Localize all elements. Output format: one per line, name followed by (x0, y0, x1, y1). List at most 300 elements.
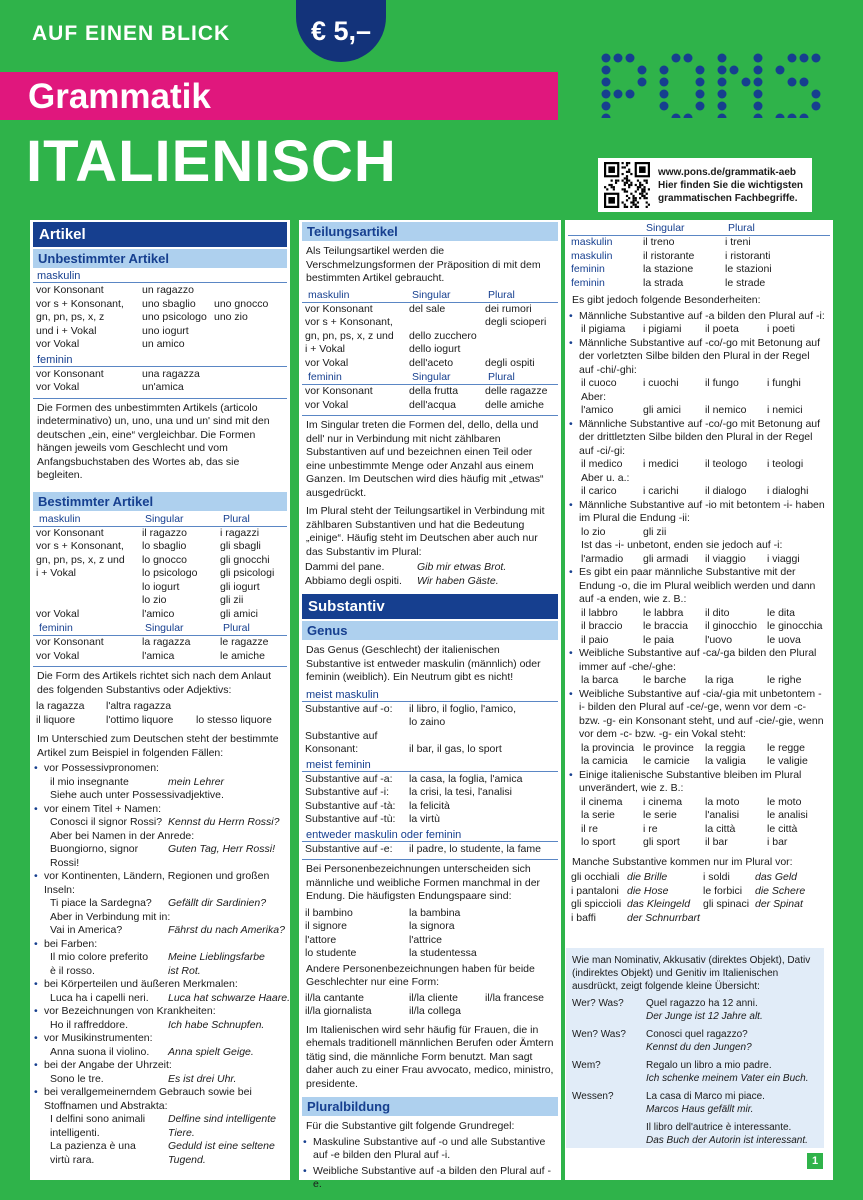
person-common-row (299, 1005, 561, 1019)
use-case-example (30, 992, 290, 1006)
qr-module (611, 184, 613, 186)
qr-module (643, 186, 645, 188)
qr-code-icon (604, 162, 650, 208)
person-common-row (299, 992, 561, 1006)
person-row-cell: lo studente (305, 947, 357, 959)
qr-module (630, 182, 632, 184)
person-row-cell: la signora (409, 920, 455, 932)
special-cell: le analisi (767, 809, 808, 821)
person-common-row-cell: il/la collega (409, 1005, 461, 1017)
qr-module (646, 201, 648, 203)
logo-dot (614, 54, 623, 63)
qr-module (641, 188, 643, 190)
section-artikel: Artikel (33, 222, 287, 247)
logo-dot (718, 78, 727, 87)
best-row (30, 608, 290, 622)
special-cell: la valigia (705, 755, 746, 767)
qr-module (632, 195, 634, 197)
plural-only-table (565, 871, 833, 925)
plural-only-row (565, 871, 833, 885)
unbest-row-cell: und i + Vokal (36, 324, 97, 337)
plural-only-row-cell: die Hose (627, 884, 669, 897)
qr-module (630, 193, 632, 195)
plural-row (565, 250, 833, 264)
genus-m-row-cell: il libro, il foglio, l'amico, (409, 702, 517, 715)
plural-only-row-cell: die Schere (755, 884, 806, 897)
special-example (565, 607, 833, 621)
special-cell: il fungo (705, 377, 739, 389)
qr-module (622, 162, 624, 164)
use-case-note: Siehe auch unter Possessivadjektive. (50, 789, 224, 801)
special-cell: i teologi (767, 458, 804, 470)
best-fem-row (30, 636, 290, 650)
genus-m-row-cell: Substantive auf -o: (305, 702, 393, 715)
price-badge: € 5,– (296, 0, 386, 62)
unbest-row (30, 338, 290, 352)
special-example (565, 634, 833, 648)
special-cell: le città (767, 822, 798, 835)
logo-dot (602, 114, 611, 119)
plural-special-cases (565, 310, 833, 850)
qr-module (646, 180, 648, 182)
plural-row-cell: i ristoranti (725, 249, 771, 262)
qr-module (643, 197, 645, 199)
plural-rule-2: • Weibliche Substantive auf -a bilden den Plural auf -e. (299, 1165, 561, 1194)
example-it: il mio insegnante (50, 775, 129, 788)
best-row-cell: lo psicologo (142, 567, 198, 579)
example-it: Anna suona il violino. (50, 1045, 150, 1058)
person-row (299, 907, 561, 921)
genus-m-row-cell (305, 716, 409, 730)
use-case-heading: • bei Farben: (30, 938, 290, 952)
qr-module (628, 180, 630, 182)
teil-row-cell: del sale (409, 302, 446, 315)
special-cell: la moto (705, 795, 740, 808)
qr-module (626, 195, 628, 197)
genus-f-row (299, 773, 561, 787)
anlaut-examples (30, 700, 290, 727)
example-de: Geduld ist eine seltene (168, 1140, 275, 1152)
special-example (565, 377, 833, 391)
p-h-p: Plural (728, 222, 755, 234)
qr-module (611, 186, 613, 188)
web-url[interactable]: www.pons.de/grammatik-aeb (658, 166, 796, 178)
person-row (299, 934, 561, 948)
special-cell: il dialogo (705, 485, 747, 497)
teil-fem-row-cell: delle amiche (485, 398, 544, 411)
case-de: Marcos Haus gefällt mir. (646, 1104, 754, 1115)
teil-row-cell (485, 330, 555, 344)
use-case-heading: • bei der Angabe der Uhrzeit: (30, 1059, 290, 1073)
special-cell: i re (643, 822, 658, 835)
logo-dot (754, 90, 763, 99)
logo-dot (754, 54, 763, 63)
special-cell: le righe (767, 674, 802, 686)
plural-row-cell: le stazioni (725, 263, 772, 275)
special-cell: le ginocchia (767, 620, 823, 632)
plural-row-cell: i treni (725, 236, 751, 248)
special-cell: le serie (643, 809, 677, 821)
qr-module (624, 190, 626, 192)
genus-f-row-cell: la virtù (409, 813, 440, 825)
genus-m-row-cell: Substantive auf (305, 729, 378, 742)
teil-row (299, 330, 561, 344)
genus-f-row-cell: Substantive auf -tà: (305, 799, 396, 812)
plural-only-row-cell: gli spinaci (703, 898, 750, 910)
logo-dot (696, 90, 705, 99)
special-rule: • Männliche Substantive auf -io mit betontem -i- haben im Plural die Endung -ii: (565, 499, 833, 526)
unbest-fem-row-cell: un'amica (142, 381, 184, 393)
best-row (30, 567, 290, 581)
best-row (30, 527, 290, 541)
special-cell: gli amici (643, 404, 681, 416)
qr-module (641, 184, 643, 186)
case-question (572, 1121, 646, 1147)
qr-module (637, 201, 639, 203)
teil-fem-header (302, 371, 558, 385)
case-row (572, 1121, 818, 1147)
special-cell: le uova (767, 633, 801, 646)
column-1 (30, 220, 290, 1180)
best-row (30, 554, 290, 568)
qr-module (641, 195, 643, 197)
special-cell: la provincia (581, 741, 635, 754)
use-case-heading: • bei verallgemeinerndem Gebrauch sowie bei Stoffnamen und Abstrakta: (30, 1086, 290, 1113)
t-h-s: Singular (412, 288, 451, 301)
unbest-row-cell: uno sbaglio (142, 297, 196, 310)
use-case-example (30, 951, 290, 965)
special-cell: il pigiama (581, 323, 626, 335)
example-de: Gefällt dir Sardinien? (168, 897, 267, 909)
special-rule: • Einige italienische Substantive bleiben im Plural unverändert, wie z. B.: (565, 769, 833, 796)
best-row-cell: lo sbaglio (142, 540, 187, 552)
qr-module (624, 184, 626, 186)
special-cell: il dito (705, 606, 730, 619)
plural-row-cell: maskulin (571, 249, 613, 262)
best-row-cell: vor Vokal (36, 607, 80, 620)
best-row-cell: i ragazzi (220, 526, 260, 539)
qr-module (643, 188, 645, 190)
qr-module (624, 166, 626, 168)
logo-dot (718, 66, 727, 75)
logo-dot (602, 54, 611, 63)
qr-module (626, 190, 628, 192)
special-cell: lo zio (581, 525, 606, 538)
qr-module (615, 182, 617, 184)
special-cell: il paio (581, 633, 609, 646)
special-cell: il poeta (705, 323, 739, 335)
plural-text: Für die Substantive gilt folgende Grundregel: (306, 1120, 515, 1132)
best-row-cell: vor Konsonant (36, 526, 104, 539)
best-fem-row (30, 650, 290, 664)
teil-row-cell: vor s + Konsonant, (305, 316, 393, 328)
label-entweder: entweder maskulin oder feminin (302, 829, 558, 842)
plural-row-cell: feminin (571, 276, 605, 289)
genus-either (299, 843, 561, 857)
qr-module (641, 193, 643, 195)
qr-module (643, 195, 645, 197)
unbest-row-cell: uno gnocco (214, 297, 269, 310)
qr-module (615, 180, 617, 182)
sub-bestimmt: Bestimmter Artikel (33, 492, 287, 511)
use-case-example (30, 1140, 290, 1154)
special-cell: il cuoco (581, 377, 617, 389)
special-cell: la camicia (581, 755, 628, 767)
unbest-fem-row-cell: vor Vokal (36, 381, 80, 393)
person-pairs (299, 907, 561, 961)
special-example (565, 485, 833, 499)
best-row-cell: gli psicologi (220, 567, 275, 579)
special-cell: le dita (767, 606, 796, 619)
genus-fem (299, 773, 561, 827)
example-it: è il rosso. (50, 964, 95, 977)
best-row (30, 594, 290, 608)
plural-only-row-cell: i soldi (703, 871, 730, 883)
sub-plural: Pluralbildung (302, 1097, 558, 1116)
special-example (565, 823, 833, 837)
web-hint[interactable] (598, 158, 812, 212)
teil-row-cell: dell'aceto (409, 356, 454, 369)
qr-module (639, 166, 646, 173)
person-row-cell: il signore (305, 920, 348, 932)
example-de: Es ist drei Uhr. (168, 1072, 237, 1085)
qr-module (628, 197, 630, 199)
qr-module (628, 162, 630, 164)
special-example (565, 526, 833, 540)
special-example (565, 553, 833, 567)
teil-row-cell: degli ospiti (485, 356, 535, 369)
teil-row-cell: dei rumori (485, 302, 532, 315)
logo-dot (684, 54, 693, 63)
teil-text: Als Teilungsartikel werden die Verschmelzungsformen der Präposition di mit dem bestimmten Artikel gebraucht. (306, 245, 541, 284)
best-row-cell: lo gnocco (142, 553, 187, 566)
special-cell: gli armadi (643, 552, 689, 565)
logo-dot (672, 54, 681, 63)
logo-dot (660, 90, 669, 99)
unbest-text: Die Formen des unbestimmten Artikels (articolo indeterminativo) un, uno, una und un' sind mit den deutschen „ein, eine“ vergleichbar. Die Formen hängen jeweils vom Geschlecht und vom Anfangsbuchstaben des Wortes ab, das sie begleiten. (33, 398, 287, 486)
person-text-3: Im Italienischen wird sehr häufig für Frauen, die in ehemals traditionell männlichen Berufen oder Ämtern tätig sind, die männliche Form benutzt. Man sagt daher auch zu einer Frau avvocato, medico, ministro, presidente. (306, 1023, 554, 1090)
plural-only-row-cell (703, 912, 755, 926)
use-case-note: Aber bei Namen in der Anrede: (50, 829, 195, 842)
case-question: Wem? (572, 1060, 601, 1071)
qr-module (637, 188, 639, 190)
case-it: La casa di Marco mi piace. (646, 1091, 765, 1102)
qr-module (630, 206, 632, 208)
label-meist-f: meist feminin (302, 759, 558, 772)
special-example (565, 539, 833, 553)
qr-module (624, 204, 626, 206)
best-row-cell: lo zio (142, 594, 167, 606)
teil-example (299, 561, 561, 575)
t-h-s2: Singular (412, 371, 451, 383)
person-text: Bei Personenbezeichnungen unterscheiden sich männliche und weibliche Formen manchmal in der Endung. Die häufigsten Endungspaare sind: (302, 859, 558, 907)
use-case-heading: • vor Musikinstrumenten: (30, 1032, 290, 1046)
genus-m-row (299, 716, 561, 730)
h-sing2: Singular (145, 622, 184, 634)
best-row-cell: lo iogurt (142, 580, 180, 593)
genus-e-row-cell: il padre, lo studente, la fame (409, 842, 541, 855)
best-text: Die Form des Artikels richtet sich nach dem Anlaut des folgenden Substantivs oder Adjektivs: (33, 666, 287, 700)
h-fem: feminin (39, 622, 73, 634)
qr-module (624, 206, 626, 208)
qr-module (643, 190, 645, 192)
example-it: Vai in America? (50, 924, 123, 936)
logo-dot (718, 114, 727, 119)
special-cell: la barca (581, 674, 619, 686)
person-row-cell: l'attore (305, 933, 337, 946)
qr-module (639, 182, 641, 184)
unbest-row-cell: vor Konsonant (36, 284, 104, 296)
special-cell: le province (643, 741, 694, 754)
best-row-cell (36, 594, 142, 608)
special-cell: la città (705, 822, 736, 835)
qr-module (626, 164, 628, 166)
logo-dot (742, 78, 751, 87)
genus-masc (299, 703, 561, 757)
sub-unbestimmt: Unbestimmter Artikel (33, 249, 287, 268)
special-cell: il ginocchio (705, 620, 757, 632)
page-number: 1 (807, 1153, 823, 1169)
qr-module (637, 180, 639, 182)
teil-example-cell: Dammi del pane. (305, 561, 385, 573)
case-de: Das Buch der Autorin ist interessant. (646, 1135, 808, 1146)
logo-dot (660, 66, 669, 75)
example-de: ist Rot. (168, 964, 201, 977)
special-cell: l'armadio (581, 552, 624, 565)
plural-row-cell: le strade (725, 276, 766, 289)
qr-module (630, 184, 632, 186)
special-example (565, 755, 833, 769)
logo-dot (800, 78, 809, 87)
logo-dot (776, 114, 785, 119)
example-de: Anna spielt Geige. (168, 1045, 254, 1058)
logo-dot (672, 114, 681, 119)
plural-only-row-cell: gli spiccioli (571, 898, 622, 910)
logo-dot (602, 66, 611, 75)
qr-module (613, 188, 615, 190)
teil-row-cell: vor Konsonant (305, 302, 373, 315)
special-cell: le labbra (643, 606, 684, 619)
best-row (30, 540, 290, 554)
logo-dot (812, 102, 821, 111)
logo-dot (800, 114, 809, 119)
qr-module (626, 180, 628, 182)
qr-module (635, 206, 637, 208)
logo-dot (754, 66, 763, 75)
special-cell: i medici (643, 458, 679, 470)
qr-module (626, 162, 628, 164)
special-cell: il medico (581, 458, 623, 470)
example-de: Meine Lieblingsfarbe (168, 951, 265, 963)
logo-dot (788, 78, 797, 87)
best-fem-row-cell: la ragazza (142, 636, 191, 648)
qr-module (635, 197, 637, 199)
case-question: Wessen? (572, 1091, 614, 1102)
qr-module (626, 206, 628, 208)
header-top: AUF EINEN BLICK (32, 22, 231, 45)
anlaut-row-cell: lo stesso liquore (196, 713, 272, 726)
diff-text: Im Unterschied zum Deutschen steht der bestimmte Artikel zum Beispiel in folgenden Fällen: (37, 733, 279, 759)
use-case-note: Aber in Verbindung mit in: (50, 910, 171, 923)
use-case-example (30, 776, 290, 790)
special-example (565, 809, 833, 823)
teil-masc-table (299, 303, 561, 371)
plural-only-text: Manche Substantive kommen nur im Plural vor: (572, 855, 793, 868)
use-case-example (30, 1019, 290, 1033)
qr-module (646, 206, 648, 208)
case-row (572, 1028, 818, 1054)
genus-f-row-cell: Substantive auf -i: (305, 786, 390, 798)
genus-text: Das Genus (Geschlecht) der italienischen Substantive ist entweder maskulin (männlich) oder feminin (weiblich). Ein Neutrum gibt es nicht! (306, 644, 541, 683)
genus-m-row-cell: lo zaino (409, 716, 446, 728)
qr-module (630, 173, 632, 175)
special-cell: il viaggio (705, 552, 746, 565)
teil-row (299, 316, 561, 330)
special-example (565, 674, 833, 688)
teil-row (299, 303, 561, 317)
teil-row (299, 357, 561, 371)
example-it: Ti piace la Sardegna? (50, 897, 152, 909)
special-rule: • Es gibt ein paar männliche Substantive mit der Endung -o, die im Plural weiblich werden und dann auf -a enden, wie z. B.: (565, 566, 833, 607)
best-row-cell: l'amico (142, 607, 175, 620)
web-line-1: Hier finden Sie die wichtigsten (658, 179, 804, 191)
example-de: Fährst du nach Amerika? (168, 924, 285, 936)
plural-rule-1: • Maskuline Substantive auf -o und alle Substantive auf -e bilden den Plural auf -i. (299, 1136, 561, 1165)
plural-row-cell: feminin (571, 263, 605, 275)
h-plur2: Plural (223, 622, 250, 634)
best-row-cell: gli zii (220, 594, 244, 606)
plural-only-row (565, 912, 833, 926)
subtitle: Grammatik (28, 77, 211, 116)
case-de: Kennst du den Jungen? (646, 1042, 752, 1053)
best-fem-row-cell: vor Vokal (36, 649, 80, 662)
teil-fem-row-cell: vor Vokal (305, 398, 349, 411)
qr-module (617, 180, 619, 182)
t-h-p2: Plural (488, 371, 515, 383)
teil-fem-row-cell: dell'acqua (409, 398, 456, 411)
qr-module (639, 197, 641, 199)
qr-module (608, 184, 610, 186)
special-cell: il re (581, 822, 598, 835)
plural-only-row-cell: die Brille (627, 871, 668, 883)
plural-row-cell: il treno (643, 236, 675, 248)
teil-fem-row-cell: della frutta (409, 385, 459, 397)
special-note: Aber: (581, 390, 607, 403)
special-cell: le regge (767, 741, 805, 754)
person-row-cell: la bambina (409, 906, 461, 919)
example-it: Buongiorno, signor Rossi! (50, 843, 139, 869)
special-example (565, 404, 833, 418)
unbest-row-cell: vor Vokal (36, 338, 80, 350)
unbest-fem-row-cell: vor Konsonant (36, 367, 104, 380)
logo-dot (754, 114, 763, 119)
best-row-cell: i + Vokal (36, 567, 76, 579)
special-cell: la serie (581, 809, 615, 821)
logo-dot (696, 102, 705, 111)
person-row (299, 947, 561, 961)
person-common-row-cell: il/la cantante (305, 991, 364, 1004)
qr-module (624, 188, 626, 190)
logo-dot (788, 54, 797, 63)
case-row (572, 997, 818, 1023)
logo-dot (626, 54, 635, 63)
case-overview-box (566, 948, 824, 1148)
special-cell: l'amico (581, 404, 614, 416)
qr-module (635, 184, 637, 186)
anlaut-row (30, 714, 290, 728)
example-it: I delfini sono animali (50, 1113, 146, 1125)
teil-example-cell: Abbiamo degli ospiti. (305, 574, 402, 587)
